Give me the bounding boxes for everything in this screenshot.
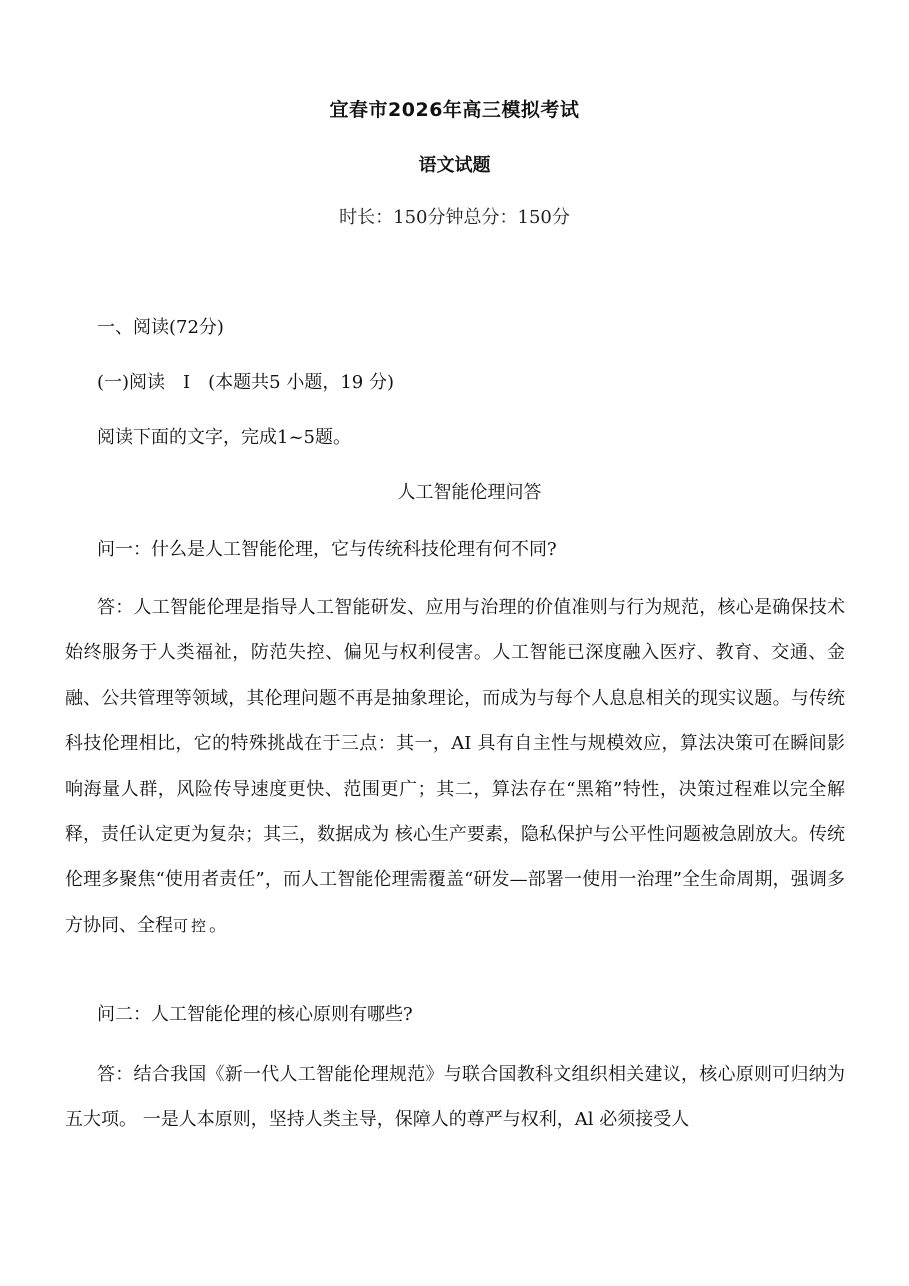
- exam-title: 宜春市2026年高三模拟考试: [329, 99, 580, 121]
- passage-title: 人工智能伦理问答: [397, 482, 542, 503]
- subsection-heading-reading-1: (一)阅读 I (本题共5 小题，19 分): [97, 372, 394, 393]
- answer-1-small-text: 可控: [173, 916, 210, 935]
- exam-subject: 语文试题: [418, 155, 491, 176]
- section-heading-reading: 一、阅读(72分): [97, 317, 224, 338]
- answer-1: [65, 585, 845, 949]
- answer-2: 答：结合我国《新一代人工智能伦理规范》与联合国教科文组织相关建议，核心原则可归纳为五大项。 一是人本原则，坚持人类主导，保障人的尊严与权利，Al 必须接受人: [65, 1064, 845, 1131]
- answer-1-end: 。: [209, 914, 228, 936]
- question-2: 问二：人工智能伦理的核心原则有哪些?: [97, 1004, 413, 1025]
- answer-1-text: 答：人工智能伦理是指导人工智能研发、应用与治理的价值准则与行为规范，核心是确保技术始终服务于人类福祉，防范失控、偏见与权利侵害。人工智能已深度融入医疗、教育、交通、金融、公共管理等领域，其伦理问题不再是抽象理论，而成为与每个人息息相关的现实议题。与传统科技伦理相比，它的特殊挑战在于三点：其一，AI 具有自主性与规模效应，算法决策可在瞬间影响海量人群，风险传导速度更快、范围更广；其二，算法存在“黑箱”特性，决策过程难以完全解释，责任认定更为复杂；其三，数据成为 核心生产要素，隐私保护与公平性问题被急剧放大。传统伦理多聚焦“使用者责任”，而人工智能伦理需覆盖“研发—部署一使用一治理”全生命周期，强调多方协同、全程: [65, 597, 845, 936]
- exam-duration-and-score: 时长：150分钟总分：150分: [339, 207, 570, 228]
- reading-instruction: 阅读下面的文字，完成1~5题。: [97, 427, 351, 448]
- question-1: 问一：什么是人工智能伦理，它与传统科技伦理有何不同?: [97, 539, 557, 560]
